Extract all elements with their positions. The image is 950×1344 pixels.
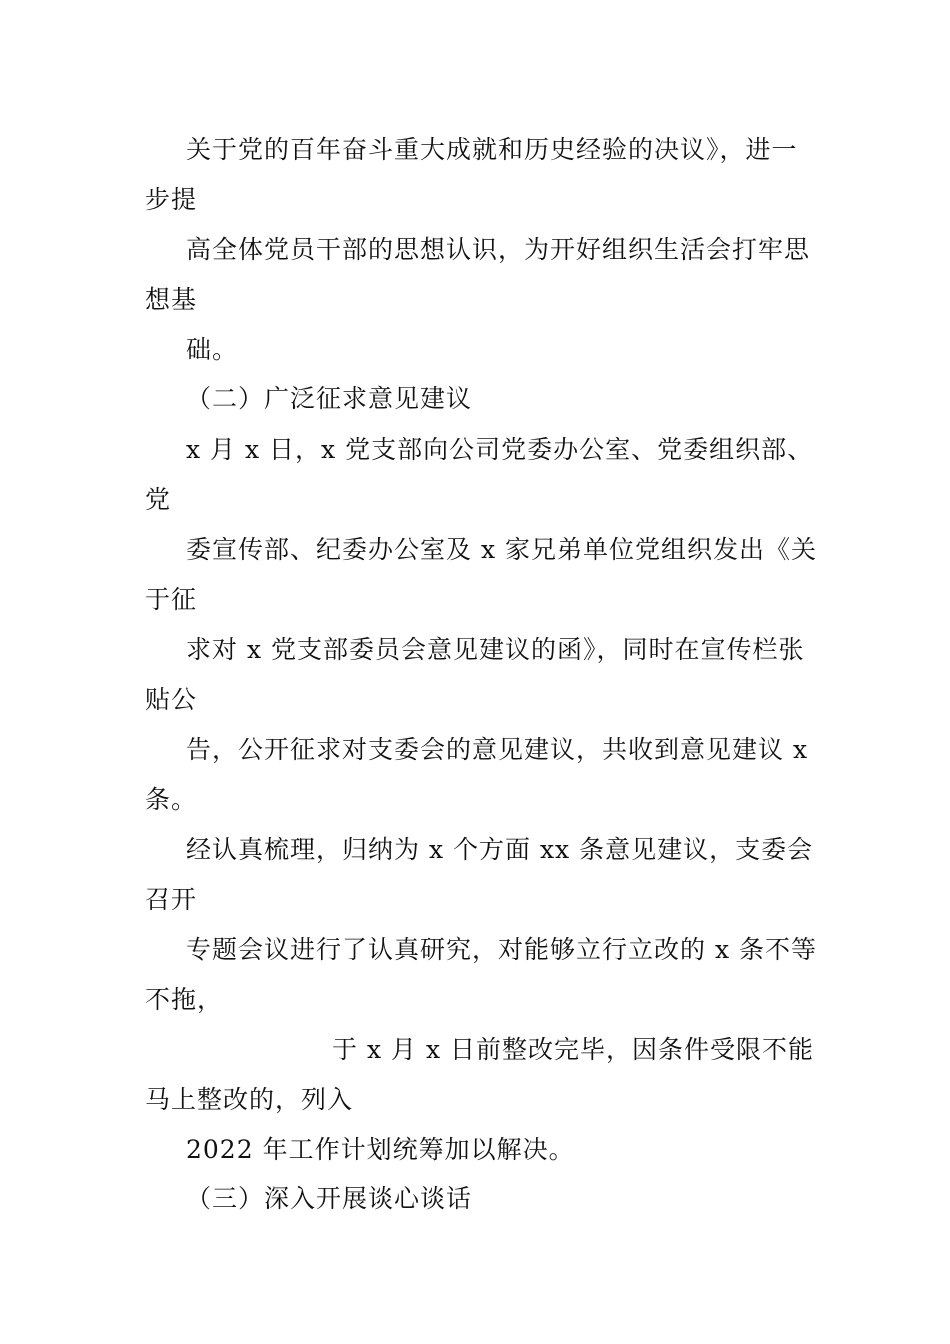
paragraph-line-12: 告，公开征求对支委会的意见建议，共收到意见建议 x: [186, 735, 809, 764]
paragraph-line-6: x 月 x 日，x 党支部向公司党委办公室、党委组织部、: [186, 435, 814, 464]
section-heading-2: （二）广泛征求意见建议: [186, 384, 473, 413]
paragraph-line-5: 础。: [186, 335, 239, 364]
paragraph-line-1: 关于党的百年奋斗重大成就和历史经验的决议》，进一: [186, 135, 798, 164]
paragraph-line-3: 高全体党员干部的思想认识，为开好组织生活会打牢思: [186, 235, 811, 264]
paragraph-line-9: 于征: [145, 585, 198, 614]
paragraph-line-19: 马上整改的，列入: [145, 1085, 354, 1114]
paragraph-line-16: 专题会议进行了认真研究，对能够立行立改的 x 条不等: [186, 935, 817, 964]
paragraph-line-8: 委宣传部、纪委办公室及 x 家兄弟单位党组织发出《关: [186, 535, 817, 564]
paragraph-line-20: 2022 年工作计划统筹加以解决。: [186, 1135, 575, 1164]
paragraph-line-2: 步提: [145, 185, 198, 214]
paragraph-line-14: 经认真梳理，归纳为 x 个方面 xx 条意见建议，支委会: [186, 835, 814, 864]
paragraph-line-10: 求对 x 党支部委员会意见建议的函》，同时在宣传栏张: [186, 635, 805, 664]
paragraph-line-18: 于 x 月 x 日前整改完毕，因条件受限不能: [332, 1035, 814, 1064]
paragraph-line-15: 召开: [145, 885, 198, 914]
section-heading-3: （三）深入开展谈心谈话: [186, 1184, 473, 1213]
paragraph-line-4: 想基: [145, 285, 198, 314]
paragraph-line-17: 不拖，: [145, 985, 224, 1014]
paragraph-line-13: 条。: [145, 785, 198, 814]
paragraph-line-11: 贴公: [145, 685, 198, 714]
paragraph-line-7: 党: [145, 485, 172, 514]
